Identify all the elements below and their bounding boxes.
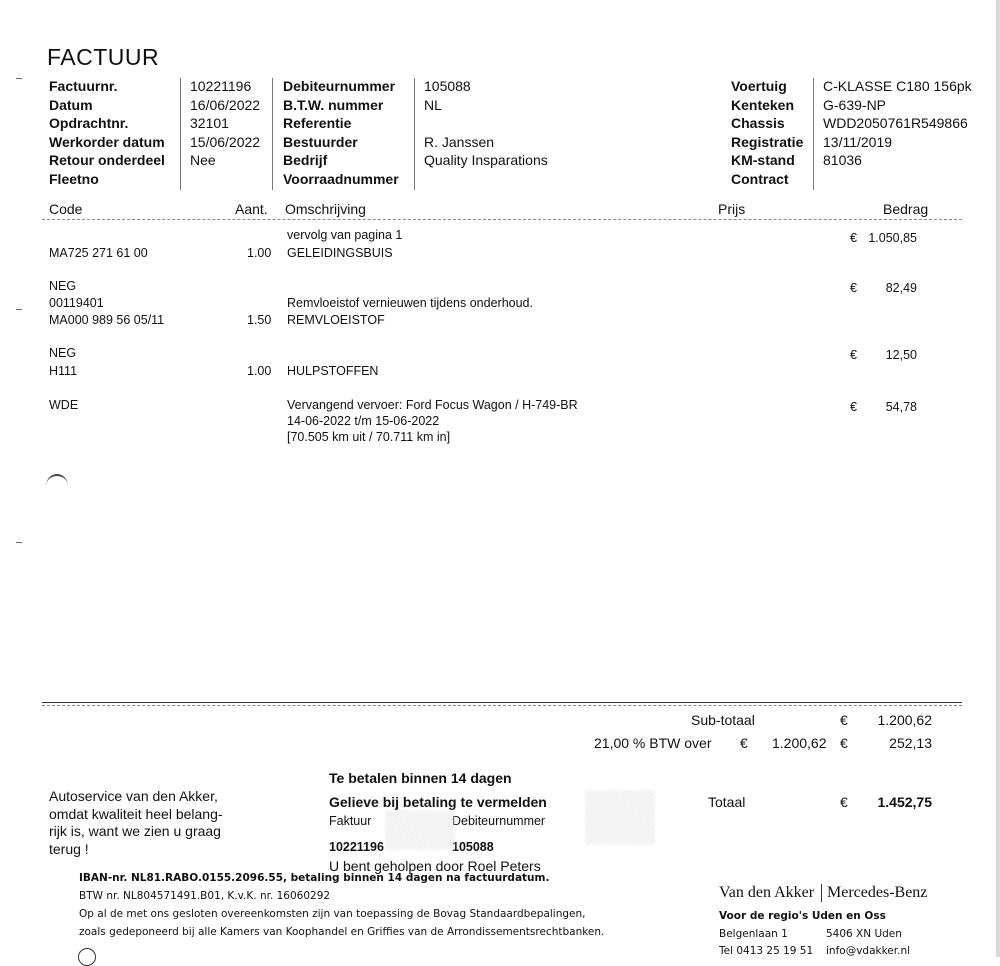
document-title: FACTUUR bbox=[47, 44, 160, 70]
footer-btw: BTW nr. NL804571491.B01, K.v.K. nr. 16060292 bbox=[79, 890, 331, 902]
value-order-number: 32101 bbox=[190, 115, 229, 131]
label-order-number: Opdrachtnr. bbox=[49, 115, 129, 131]
row-currency: € bbox=[850, 231, 857, 245]
label-km-reading: KM-stand bbox=[731, 152, 795, 168]
header-divider bbox=[272, 78, 273, 190]
value-workorder-date: 15/06/2022 bbox=[190, 133, 261, 150]
header-right-labels bbox=[731, 77, 803, 188]
label-vat-number: B.T.W. nummer bbox=[283, 96, 384, 113]
row-desc: 14-06-2022 t/m 15-06-2022 bbox=[287, 414, 440, 428]
slogan-line: rijk is, want we zien u graag bbox=[49, 823, 221, 839]
total-amount: 1.452,75 bbox=[877, 794, 932, 810]
row-desc: HULPSTOFFEN bbox=[287, 364, 379, 378]
brand-dealer: Van den Akker bbox=[719, 884, 815, 901]
label-contract: Contract bbox=[731, 170, 789, 187]
value-vehicle: C-KLASSE C180 156pk bbox=[823, 78, 972, 94]
label-date: Datum bbox=[49, 96, 93, 113]
footer-phone: Tel 0413 25 19 51 bbox=[719, 945, 814, 957]
footer-region: Voor de regio's Uden en Oss bbox=[719, 910, 886, 922]
row-qty: 1.00 bbox=[247, 364, 272, 378]
row-code: 00119401 bbox=[49, 296, 104, 310]
blurred-region bbox=[585, 790, 655, 845]
label-company: Bedrijf bbox=[283, 152, 328, 168]
row-currency: € bbox=[850, 281, 857, 295]
helped-by: U bent geholpen door Roel Peters bbox=[329, 858, 541, 874]
row-code: WDE bbox=[49, 398, 79, 412]
label-reference: Referentie bbox=[283, 115, 352, 131]
payment-mention: Gelieve bij betaling te vermelden bbox=[329, 794, 547, 810]
label-workorder-date: Werkorder datum bbox=[49, 133, 165, 150]
label-license-plate: Kenteken bbox=[731, 96, 795, 113]
label-chassis: Chassis bbox=[731, 115, 785, 131]
row-code: NEG bbox=[49, 346, 77, 360]
payment-invoice-label: Faktuur bbox=[329, 814, 372, 828]
row-amount: 82,49 bbox=[885, 281, 917, 295]
mercedes-star-icon bbox=[78, 948, 96, 966]
label-registration: Registratie bbox=[731, 133, 804, 150]
col-header-amount: Bedrag bbox=[883, 201, 929, 217]
row-code: MA000 989 56 05/11 bbox=[49, 313, 165, 327]
footer-terms: Op al de met ons gesloten overeenkomsten zijn van toepassing de Bovag Standaardbepalingen, bbox=[79, 908, 586, 920]
value-company: Quality Insparations bbox=[424, 152, 548, 168]
label-fleetno: Fleetno bbox=[49, 170, 99, 187]
scan-mark bbox=[16, 309, 22, 310]
row-desc: vervolg van pagina 1 bbox=[287, 228, 403, 242]
vat-label: 21,00 % BTW over bbox=[594, 735, 712, 751]
row-currency: € bbox=[850, 348, 857, 362]
footer-iban: IBAN-nr. NL81.RABO.0155.2096.55, betaling binnen 14 dagen na factuurdatum. bbox=[79, 872, 550, 884]
total-currency: € bbox=[840, 794, 848, 810]
row-amount: 54,78 bbox=[885, 400, 917, 414]
row-desc: REMVLOEISTOF bbox=[287, 313, 385, 327]
header-left-values bbox=[190, 77, 260, 170]
col-header-description: Omschrijving bbox=[285, 201, 366, 217]
row-qty: 1.50 bbox=[247, 313, 272, 327]
value-debtor-number: 105088 bbox=[424, 78, 471, 94]
totals-rule bbox=[42, 705, 962, 706]
scan-mark bbox=[16, 78, 22, 79]
header-divider bbox=[414, 78, 415, 190]
label-return-part: Retour onderdeel bbox=[49, 152, 165, 168]
value-registration: 13/11/2019 bbox=[823, 133, 893, 150]
footer-terms: zoals gedeponeerd bij alle Kamers van Koophandel en Griffies van de Arrondissementsrechtbanken. bbox=[79, 926, 605, 938]
brand-mercedes: Mercedes-Benz bbox=[827, 884, 928, 901]
scan-mark bbox=[16, 542, 22, 543]
row-qty: 1.00 bbox=[247, 246, 272, 260]
slogan-line: omdat kwaliteit heel belang- bbox=[49, 805, 223, 822]
label-invoice-number: Factuurnr. bbox=[49, 78, 118, 94]
header-middle-values bbox=[424, 77, 548, 170]
payment-debtor-label: Debiteurnummer bbox=[452, 814, 546, 828]
header-divider bbox=[180, 78, 181, 190]
col-header-price: Prijs bbox=[718, 201, 746, 217]
brand-divider bbox=[821, 884, 822, 902]
row-desc: GELEIDINGSBUIS bbox=[287, 246, 393, 260]
value-vat-number: NL bbox=[424, 96, 442, 113]
footer-address: Belgenlaan 1 bbox=[719, 928, 788, 940]
totals-rule bbox=[42, 702, 962, 703]
subtotal-currency: € bbox=[840, 712, 848, 728]
row-desc: Vervangend vervoer: Ford Focus Wagon / H-749-BR bbox=[287, 398, 578, 412]
hole-punch-mark bbox=[46, 474, 68, 498]
header-left-labels bbox=[49, 77, 165, 188]
value-license-plate: G-639-NP bbox=[823, 96, 887, 113]
col-header-qty: Aant. bbox=[235, 201, 268, 217]
label-driver: Bestuurder bbox=[283, 133, 358, 150]
footer-email: info@vdakker.nl bbox=[826, 945, 911, 957]
page-edge bbox=[996, 0, 1000, 957]
row-amount: 12,50 bbox=[885, 348, 917, 362]
slogan bbox=[49, 788, 223, 858]
row-desc: [70.505 km uit / 70.711 km in] bbox=[287, 430, 451, 444]
payment-invoice-value: 10221196 bbox=[329, 840, 384, 854]
row-code: NEG bbox=[49, 279, 77, 293]
row-code: MA725 271 61 00 bbox=[49, 246, 148, 260]
col-header-code: Code bbox=[49, 201, 83, 217]
label-stock-number: Voorraadnummer bbox=[283, 170, 399, 187]
header-middle-labels bbox=[283, 77, 399, 188]
header-divider bbox=[813, 78, 814, 190]
vat-amount: 252,13 bbox=[889, 735, 932, 751]
table-header-rule bbox=[42, 219, 962, 220]
value-date: 16/06/2022 bbox=[190, 96, 261, 113]
label-debtor-number: Debiteurnummer bbox=[283, 78, 396, 94]
value-invoice-number: 10221196 bbox=[190, 78, 252, 94]
row-amount: 1.050,85 bbox=[868, 231, 917, 245]
subtotal-label: Sub-totaal bbox=[691, 712, 755, 728]
blurred-region bbox=[385, 810, 455, 850]
slogan-line: Autoservice van den Akker, bbox=[49, 788, 218, 804]
value-driver: R. Janssen bbox=[424, 133, 495, 150]
value-chassis: WDD2050761R549866 bbox=[823, 115, 968, 131]
footer-postal: 5406 XN Uden bbox=[826, 928, 902, 940]
row-desc: Remvloeistof vernieuwen tijdens onderhoud. bbox=[287, 296, 533, 310]
vat-base-amount: 1.200,62 bbox=[772, 735, 827, 751]
payment-debtor-value: 105088 bbox=[452, 840, 494, 854]
label-vehicle: Voertuig bbox=[731, 78, 787, 94]
header-right-values bbox=[823, 77, 972, 170]
slogan-line: terug ! bbox=[49, 840, 89, 857]
value-reference bbox=[424, 114, 548, 133]
total-label: Totaal bbox=[708, 794, 746, 810]
vat-currency: € bbox=[840, 735, 848, 751]
subtotal-amount: 1.200,62 bbox=[877, 712, 932, 728]
value-km-reading: 81036 bbox=[823, 152, 862, 168]
vat-base-currency: € bbox=[740, 735, 748, 751]
row-currency: € bbox=[850, 400, 857, 414]
row-code: H111 bbox=[49, 364, 78, 378]
value-return-part: Nee bbox=[190, 152, 216, 168]
payment-due: Te betalen binnen 14 dagen bbox=[329, 770, 512, 786]
